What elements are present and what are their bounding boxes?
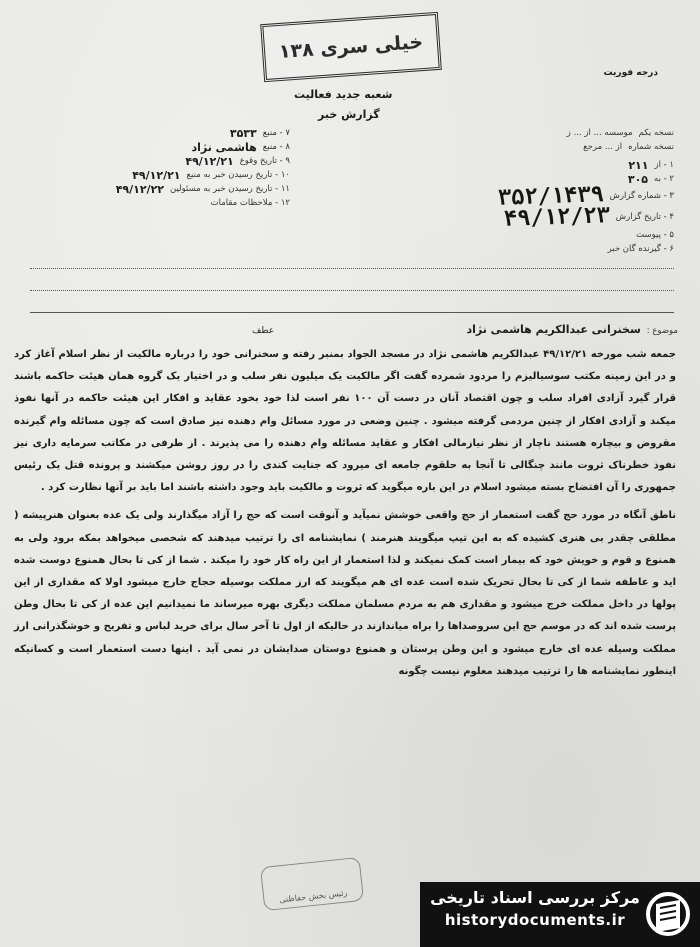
meta-right bbox=[424, 126, 674, 256]
meta-right-row bbox=[424, 242, 674, 256]
meta-left-row bbox=[40, 182, 290, 196]
meta-label: ۲ - به bbox=[654, 174, 674, 184]
meta-value: ۲۱۱ bbox=[628, 158, 649, 172]
meta-label: ۸ - منبع bbox=[262, 142, 290, 152]
meta-value: ۴۹/۱۲/۲۱ bbox=[185, 154, 234, 168]
meta-value: ۴۹/۱۲/۲۲ bbox=[115, 182, 165, 196]
meta-value: ۳۵۳۳ bbox=[229, 126, 257, 140]
meta-value: ۳۰۵ bbox=[627, 172, 649, 186]
meta-label: نسخه شماره bbox=[628, 142, 674, 152]
meta-label: ۳ - شماره گزارش bbox=[609, 191, 674, 201]
meta-label: ۵ - پیوست bbox=[636, 230, 674, 240]
paragraph: ناطق آنگاه در مورد حج گفت استعمار از حج واقعی خوشش نمیآید و آنوقت است که حج را آزاد میگذارند ولی یک عده بعنوان هنرپیشه ( مطلقی چقدر بی هنری کشیده که به این تیپ میگویند هنرمند ) نمایشنامه ای را ترتیب میدهند که شخصی میخواهد بمکه برود ولی به همنوع و قوم و خویش خود که بیمار است کمک نمیکند و لذا استعمار از این راه کار خود را میکند . شما از کی تا بحال همنوع دوست شده اید و عاطفه شما از کی تا بحال تحریک شده است عده ای هم میگویند که ارز مملکت بوسیله حجاج خارج میشود اولا که مقداری از این پولها در داخل مملکت خرج میشود و مقداری هم به مردم مسلمان مملکت دیگری بهره میرساند ما نمیدانیم این عده از کی تا بحال وطن پرست شده اند که در موسم حج این سروصداها را براه میاندازند در حالیکه از اول تا آخر سال برای خرید لباس و تفریح و خوشگذرانی ارز مملکت وسیله عده ای خارج میشود و این وطن پرستان و همنوع دوستان صدایشان در نمی آید . اینها دست استعمار است و کسانیکه اینطور نمایشنامه ها را ترتیب میدهند معلوم نیست چگونه bbox=[14, 510, 676, 677]
paragraph: جمعه شب مورخه ۴۹/۱۲/۲۱ عبدالکریم هاشمی نژاد در مسجد الجواد بمنبر رفته و سخنرانی خود را درباره مالکیت از نظر اسلام آغاز کرد و در این زمینه مکتب سوسیالیزم را مردود شمرده گفت اگر مالکیت یک میلیون نفر سلب و در اختیار یک گروه همان هیئت حاکمه باشند قرار گیرد آزادی افراد سلب و چون اقتصاد آنان در دست آن ۱۰۰ نفر است لذا خود بخود عقاید و افکار این هیئت حاکمه در آنها نفوذ میکند و آزادی افکار از چنین مردمی گرفته میشود . چنین وضعی در مورد مسائل وام دهنده نیز صادق است که چون مسائله وام گیرنده مقروض و بیچاره هستند ناچار از نظر نیازمالی افکار و عقاید مسائله وام دهنده را می پذیرند . از طرفی در مکاتب سرمایه داری نیز نفوذ خطرناک ثروت مانند چنگالی تا آنجا به حلقوم جامعه ای میرود که جنایت کندی را در روز روشن میکشند و پرونده قتل یک رئیس جمهوری را آن افتضاح بسته میشود اسلام در این باره میگوید که ثروت و مالکیت باید وجود داشته باشند اما باید بر آنها نظارت کرد . bbox=[14, 349, 676, 494]
subject-line bbox=[466, 323, 678, 336]
meta-value: ۴۹/۱۲/۲۱ bbox=[132, 168, 181, 182]
signature-stamp bbox=[260, 857, 364, 911]
subject-label: موضوع : bbox=[646, 326, 678, 336]
meta-label: ۱۱ - تاریخ رسیدن خبر به مسئولین bbox=[170, 184, 290, 194]
meta-right-row bbox=[424, 126, 674, 140]
divider bbox=[30, 312, 674, 313]
divider bbox=[30, 290, 674, 291]
meta-label: ۱۰ - تاریخ رسیدن خبر به منبع bbox=[186, 170, 290, 180]
meta-label: ۶ - گیرنده گان خبر bbox=[607, 244, 674, 254]
meta-left-row bbox=[40, 168, 290, 182]
signature-label: رئیس بخش حفاظتی bbox=[278, 888, 348, 905]
meta-right-row bbox=[424, 202, 674, 232]
watermark-en: historydocuments.ir bbox=[444, 911, 626, 929]
meta-right-row bbox=[424, 140, 674, 154]
meta-label: نسخه یکم bbox=[638, 128, 674, 138]
divider bbox=[30, 268, 674, 269]
meta-label: ۷ - منبع bbox=[262, 128, 290, 138]
meta-value: از ... مرجع bbox=[583, 142, 623, 152]
meta-left bbox=[40, 126, 290, 210]
classification-stamp bbox=[260, 12, 442, 82]
meta-left-row bbox=[40, 196, 290, 210]
meta-label: ۹ - تاریخ وقوع bbox=[239, 156, 290, 166]
meta-right-row bbox=[424, 181, 674, 211]
meta-left-row bbox=[40, 154, 290, 168]
watermark-fa: مرکز بررسی اسناد تاریخی bbox=[430, 888, 640, 907]
report-body bbox=[14, 344, 676, 683]
watermark-logo bbox=[420, 882, 700, 947]
stamp-text: خیلی سری ۱۳۸ bbox=[278, 30, 424, 64]
meta-value: هاشمی نژاد bbox=[191, 140, 257, 154]
meta-left-row bbox=[40, 140, 290, 154]
reference-note: عطف bbox=[252, 326, 275, 336]
department-label: شعبه جدید فعالیت bbox=[294, 88, 393, 101]
archive-logo-icon bbox=[646, 888, 690, 940]
report-date-handwritten: ۴۹/۱۲/۲۳ bbox=[503, 202, 611, 232]
report-number-handwritten: ۳۵۲/۱۴۳۹ bbox=[497, 181, 604, 211]
meta-label: ۴ - تاریخ گزارش bbox=[615, 212, 674, 222]
meta-label: ۱۲ - ملاحظات مقامات bbox=[210, 198, 290, 208]
subject-text: سخنرانی عبدالکریم هاشمی نژاد bbox=[466, 323, 641, 336]
meta-value: موسسه ... از ... ز bbox=[566, 128, 633, 138]
urgency-label: درجه فوریت bbox=[603, 68, 658, 78]
report-title: گزارش خبر bbox=[318, 108, 380, 121]
meta-right-row bbox=[424, 158, 674, 172]
meta-label: ۱ - از bbox=[654, 160, 674, 170]
meta-left-row bbox=[40, 126, 290, 140]
